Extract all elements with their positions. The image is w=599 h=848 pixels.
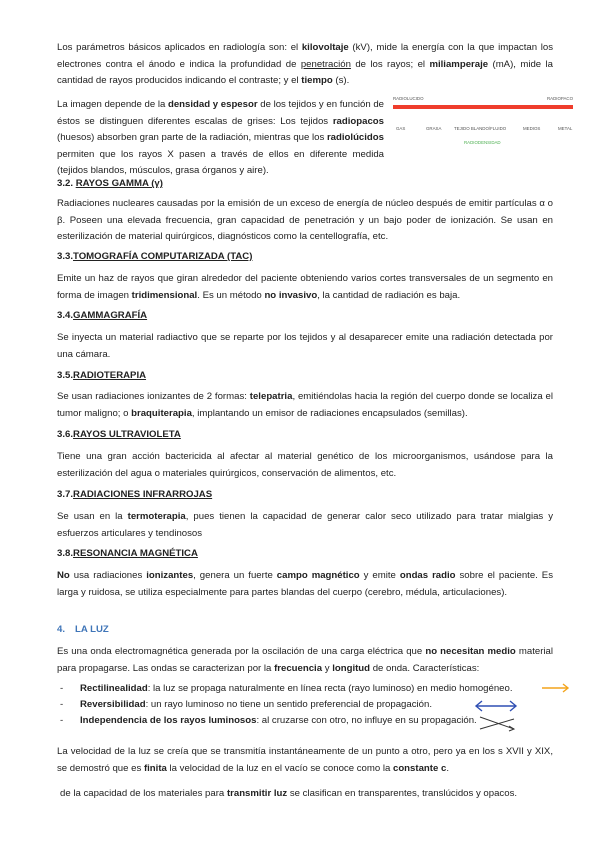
text: Emite un haz de rayos que giran alrededor del paciente obteniendo varios cortes transversales de un segmento en forma de imagen — [57, 273, 553, 301]
bold-term: tiempo — [301, 75, 333, 86]
text: . — [446, 762, 449, 774]
bold-term: no invasivo — [264, 289, 318, 301]
section-number: 3.6. — [57, 429, 74, 440]
radiodensity-figure — [392, 93, 574, 153]
text: de los rayos; el — [350, 58, 430, 70]
bold-term: Rectilinealidad — [80, 683, 148, 694]
section-number: 3.4. — [57, 310, 74, 321]
paragraph-la-luz — [57, 644, 553, 677]
bold-term: miliamperaje — [429, 58, 489, 70]
text: permiten que los rayos X pasen a través de ellos en diferente medida (tejidos blandos, músculos, grasa órganos y aire). — [57, 148, 384, 176]
radiodensity-bar — [393, 105, 573, 109]
section-title: RADIOTERAPIA — [73, 370, 147, 381]
characteristics-list — [60, 682, 540, 730]
list-item — [60, 714, 480, 728]
paragraph-gammagrafia: Se inyecta un material radiactivo que se reparte por los tejidos y al desaparecer emite una radiación detectada por una cámara. — [57, 332, 553, 360]
bold-term: termoterapia — [127, 511, 186, 522]
text: usa radiaciones — [69, 570, 147, 581]
text: , implantando un emisor de radiaciones encapsulados (semillas). — [191, 407, 468, 419]
text: , la cantidad de radiación es baja. — [317, 289, 461, 301]
text: la velocidad de la luz en el vacío se conoce como la — [166, 762, 393, 774]
text: sobre el paciente. Es larga y ruidosa, se utiliza especialmente para partes blandas del cuerpo (cerebro, médula, articulaciones). — [57, 570, 554, 598]
text: La velocidad de la luz se creía que se transmitía instantáneamente de un punto a otro, pero ya en los s XVII y XIX, se demostró que es — [57, 746, 553, 774]
bold-term: No — [57, 570, 70, 581]
dash: - — [60, 683, 64, 694]
figure-item-gas: GAS — [396, 126, 406, 131]
list-item — [60, 698, 480, 712]
bold-term: braquiterapia — [131, 407, 192, 419]
text: , pues tienen la capacidad de generar calor seco utilizado para tratar mialgias y esfuerzos articulares y tendinosos — [57, 511, 554, 539]
radiolucido-label: RADIOLUCIDO — [393, 96, 424, 101]
heading-rayos-gamma — [57, 178, 163, 189]
radiodensidad-label: RADIODENSIDAD — [464, 140, 501, 145]
dash: - — [60, 715, 64, 726]
text: : al cruzarse con otro, no influye en su propagación. — [256, 715, 477, 726]
bold-term: ionizantes — [146, 570, 194, 581]
bold-term: radiopacos — [332, 115, 384, 127]
section-number: 4. — [57, 624, 66, 635]
section-title: RESONANCIA MAGNÉTICA — [73, 548, 198, 559]
text: material para propagarse. Las ondas se caracterizan por la — [57, 646, 553, 674]
text: y emite — [359, 570, 400, 581]
heading-resonancia-magnetica — [57, 548, 198, 559]
section-number: 3.2. — [57, 178, 74, 189]
paragraph-rayos-ultravioleta: Tiene una gran acción bactericida al afectar al material genético de los microorganismos, usándose para la esterilización del agua o materiales quirúrgicos, conservación de alimentos, etc. — [57, 451, 553, 479]
bold-term: Independencia de los rayos luminosos — [80, 715, 257, 726]
radiopaco-label: RADIOPACO — [546, 96, 573, 101]
text: , genera un fuerte — [193, 570, 277, 581]
text: (mA), mide la cantidad de rayos producidos indicando el contraste; y el — [57, 58, 553, 86]
section-title: GAMMAGRAFÍA — [73, 310, 148, 321]
section-title: RADIACIONES INFRARROJAS — [73, 489, 213, 500]
intro-paragraph — [57, 40, 553, 90]
section-title: RAYOS ULTRAVIOLETA — [73, 429, 181, 440]
text: : la luz se propaga naturalmente en línea recta (rayo luminoso) en medio homogéneo. — [147, 683, 513, 694]
underlined-term: penetración — [300, 58, 351, 70]
text: y — [322, 662, 333, 674]
text: de onda. Características: — [370, 662, 480, 674]
text: La imagen depende de la — [57, 99, 168, 110]
text: Se usan en la — [57, 511, 128, 522]
bold-term: no necesitan medio — [425, 646, 516, 657]
double-arrow-icon — [473, 699, 519, 713]
paragraph-rayos-gamma: Radiaciones nucleares causadas por la emisión de un exceso de energía de núcleo después de emitir partículas α o β. Poseen una elevada frecuencia, gran capacidad de penetración y un bajo poder de ionización. Se usan en esterilización de material quirúrgicos, diagnósticos como la centellografía, etc. — [57, 198, 553, 242]
crossing-rays-icon — [478, 714, 518, 734]
text: Es una onda electromagnética generada por la oscilación de una carga eléctrica que — [57, 646, 426, 657]
bold-term: Reversibilidad — [80, 699, 146, 710]
heading-la-luz — [57, 624, 109, 635]
text: , emitiéndolas hacia la región del cuerpo donde se localiza el tumor maligno; o — [57, 391, 553, 419]
heading-radiaciones-infrarrojas — [57, 489, 212, 500]
bold-term: finita — [143, 762, 167, 774]
heading-tac — [57, 251, 252, 262]
dash: - — [60, 699, 64, 710]
section-title: RAYOS GAMMA (γ) — [75, 178, 163, 189]
paragraph-materiales — [60, 786, 556, 803]
arrow-right-icon — [540, 682, 572, 694]
text: de los tejidos y en función de éstos se distinguen diferentes escalas de grises: Los tejidos — [57, 99, 385, 127]
section-number: 3.5. — [57, 370, 74, 381]
list-item — [60, 682, 540, 696]
bold-term: densidad y espesor — [167, 99, 258, 110]
section-title: TOMOGRAFÍA COMPUTARIZADA (TAC) — [73, 251, 253, 262]
paragraph-resonancia — [57, 568, 553, 601]
section-number: 3.7. — [57, 489, 74, 500]
text: (s). — [332, 75, 350, 86]
bold-term: constante c — [392, 762, 447, 774]
bold-term: transmitir luz — [226, 788, 288, 799]
text: : un rayo luminoso no tiene un sentido preferencial de propagación. — [145, 699, 432, 710]
text: (kV), mide la energía con la que impactan los electrones contra el ánodo e indica la profundidad de — [57, 42, 553, 70]
bold-term: telepatria — [249, 391, 293, 402]
paragraph-radioterapia — [57, 389, 553, 422]
heading-gammagrafia — [57, 310, 147, 321]
text: de la capacidad de los materiales para — [60, 788, 227, 799]
section-number: 3.8. — [57, 548, 74, 559]
paragraph-velocidad — [57, 744, 553, 777]
density-paragraph — [57, 97, 384, 180]
section-title: LA LUZ — [75, 624, 109, 635]
text: se clasifican en transparentes, translúcidos y opacos. — [287, 788, 518, 799]
text: (huesos) absorben gran parte de la radiación, mientras que los — [57, 132, 327, 143]
paragraph-infrarrojas — [57, 509, 553, 542]
bold-term: kilovoltaje — [301, 42, 349, 53]
bold-term: campo magnético — [276, 570, 360, 581]
bold-term: radiolúcidos — [326, 132, 384, 143]
figure-item-grasa: GRASA — [426, 126, 442, 131]
bold-term: longitud — [332, 662, 371, 674]
text: Los parámetros básicos aplicados en radiología son: el — [57, 42, 302, 53]
heading-rayos-ultravioleta — [57, 429, 181, 440]
heading-radioterapia — [57, 370, 146, 381]
paragraph-tac — [57, 271, 553, 304]
bold-term: frecuencia — [274, 662, 323, 674]
figure-item-metal: METAL — [558, 126, 573, 131]
text: Se usan radiaciones ionizantes de 2 formas: — [57, 391, 250, 402]
section-number: 3.3. — [57, 251, 74, 262]
figure-item-medios: MEDIOS — [523, 126, 541, 131]
bold-term: ondas radio — [399, 570, 456, 581]
figure-item-tejido: TEJIDO BLANDO/FLUIDO — [454, 126, 507, 131]
text: . Es un método — [197, 289, 265, 301]
bold-term: tridimensional — [131, 289, 198, 301]
